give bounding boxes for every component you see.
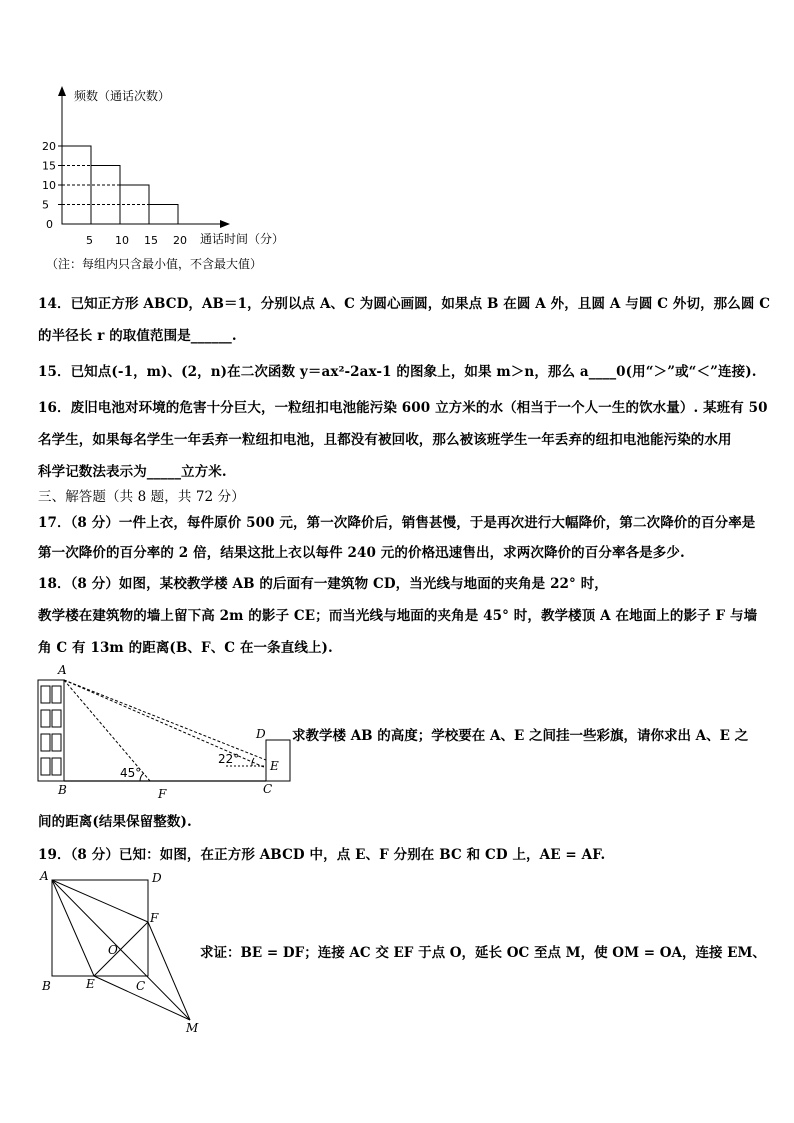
label-c: C — [263, 782, 273, 796]
window — [52, 686, 61, 703]
q17-line2: 第一次降价的百分率的 2 倍，结果这批上衣以每件 240 元的价格迅速售出，求两次降价的百分率各是多少. — [38, 545, 685, 561]
angle-label-22: 22° — [218, 752, 240, 766]
q15-line1: 15．已知点(-1，m)、(2，n)在二次函数 y＝ax²-2ax-1 的图象上，如果 m＞n，那么 a____0(用“＞”或“＜”连接). — [38, 364, 757, 380]
histogram-note: （注：每组内只含最小值，不含最大值） — [46, 257, 263, 271]
label-c: C — [136, 979, 146, 993]
y-ticks-group — [42, 140, 62, 231]
window — [41, 734, 50, 751]
y-tick-label: 5 — [42, 198, 49, 212]
label-a: A — [40, 869, 49, 883]
label-e: E — [86, 977, 95, 991]
label-e: E — [270, 759, 279, 773]
label-b: B — [58, 783, 67, 797]
y-axis-arrow — [58, 86, 66, 96]
window — [41, 710, 50, 727]
q14-line2: 的半径长 r 的取值范围是______. — [38, 328, 237, 344]
q18-line4: 间的距离(结果保留整数). — [38, 814, 192, 830]
x-tick-label: 15 — [144, 234, 158, 247]
label-b: B — [42, 979, 51, 993]
q19-side-text: 求证：BE = DF；连接 AC 交 EF 于点 O，延长 OC 至点 M，使 OM = OA，连接 EM、 — [200, 945, 766, 961]
segment-ef — [94, 922, 148, 976]
y-axis-label: 频数（通话次数） — [74, 89, 171, 103]
q18-side-text: 求教学楼 AB 的高度；学校要在 A、E 之间挂一些彩旗，请你求出 A、E 之 — [292, 728, 749, 744]
histogram-bar — [149, 205, 178, 225]
segment-af — [52, 880, 148, 922]
window — [52, 758, 61, 775]
section3-title: 三、解答题（共 8 题，共 72 分） — [38, 489, 245, 505]
x-axis-arrow — [220, 220, 230, 228]
label-d: D — [256, 727, 266, 741]
window — [52, 734, 61, 751]
label-a: A — [58, 663, 67, 677]
building-ab — [38, 680, 64, 781]
q18-figure — [30, 660, 300, 800]
histogram-bar — [62, 146, 91, 224]
q14-line1: 14．已知正方形 ABCD，AB＝1，分别以点 A、C 为圆心画圆，如果点 B 在圆 A 外，且圆 A 与圆 C 外切，那么圆 C — [38, 296, 771, 312]
y-tick-label: 0 — [46, 218, 53, 231]
q16-line1: 16．废旧电池对环境的危害十分巨大，一粒纽扣电池能污染 600 立方米的水（相当于一个人一生的饮水量）. 某班有 50 — [38, 400, 768, 416]
angle-label-45: 45° — [120, 766, 142, 780]
label-m: M — [186, 1021, 199, 1035]
q18-line1: 18．（8 分）如图，某校教学楼 AB 的后面有一建筑物 CD，当光线与地面的夹角是 22° 时， — [38, 576, 608, 592]
q16-line2: 名学生，如果每名学生一年丢弃一粒纽扣电池，且都没有被回收，那么被该班学生一年丢弃的纽扣电池能污染的水用 — [38, 432, 732, 448]
q17-line1: 17．（8 分）一件上衣，每件原价 500 元，第一次降价后，销售甚慢，于是再次进行大幅降价，第二次降价的百分率是 — [38, 515, 756, 531]
x-axis-label: 通话时间（分） — [200, 232, 285, 246]
label-f: F — [150, 911, 159, 925]
window — [41, 758, 50, 775]
window — [41, 686, 50, 703]
label-d: D — [152, 871, 162, 885]
label-f: F — [158, 787, 167, 800]
histogram-bar — [91, 166, 120, 225]
x-tick-label: 20 — [173, 234, 187, 247]
q19-figure — [30, 862, 210, 1037]
label-o: O — [108, 943, 118, 957]
segment-fm — [148, 922, 190, 1020]
window — [52, 710, 61, 727]
x-tick-label: 10 — [115, 234, 129, 247]
bars-group — [62, 146, 178, 224]
y-tick-label: 10 — [42, 179, 56, 192]
q18-line2: 教学楼在建筑物的墙上留下高 2m 的影子 CE；而当光线与地面的夹角是 45° 时，教学楼顶 A 在地面上的影子 F 与墙 — [38, 608, 758, 624]
segment-am — [52, 880, 190, 1020]
q18-line3: 角 C 有 13m 的距离(B、F、C 在一条直线上). — [38, 640, 333, 656]
segment-ae — [52, 880, 94, 976]
q16-line3: 科学记数法表示为_____立方米. — [38, 464, 227, 480]
y-tick-label: 20 — [42, 140, 56, 153]
q19-line1: 19．（8 分）已知：如图，在正方形 ABCD 中，点 E、F 分别在 BC 和 CD 上，AE = AF. — [38, 847, 606, 863]
histogram-chart — [30, 80, 330, 275]
y-tick-label: 15 — [42, 159, 56, 173]
x-ticks-group — [86, 234, 187, 247]
x-tick-label: 5 — [86, 234, 93, 247]
ray-22 — [64, 680, 266, 760]
